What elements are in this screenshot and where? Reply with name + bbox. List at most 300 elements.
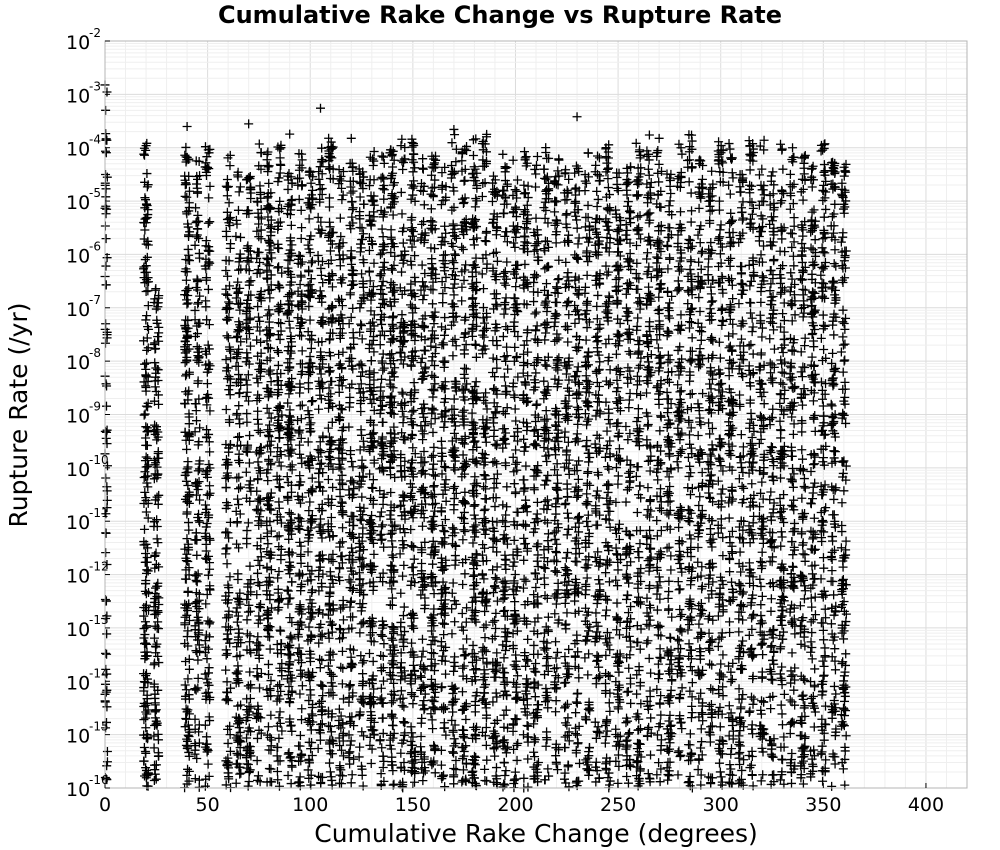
data-point xyxy=(379,639,388,648)
data-point xyxy=(275,782,284,791)
data-point xyxy=(201,721,210,730)
data-point xyxy=(263,731,272,740)
data-point xyxy=(181,192,190,201)
data-point xyxy=(245,431,254,440)
data-point xyxy=(481,424,490,433)
data-point xyxy=(245,637,254,646)
data-point xyxy=(182,300,191,309)
data-point xyxy=(275,433,284,442)
data-point xyxy=(399,702,408,711)
data-point xyxy=(140,639,149,648)
data-point xyxy=(461,715,470,724)
data-point xyxy=(471,341,480,350)
data-point xyxy=(379,350,388,359)
data-point xyxy=(191,715,200,724)
data-point xyxy=(479,675,488,684)
data-point xyxy=(440,619,449,628)
data-point xyxy=(325,218,334,227)
data-point xyxy=(410,555,419,564)
data-point xyxy=(274,361,283,370)
data-point xyxy=(469,151,478,160)
data-point xyxy=(355,303,364,312)
data-point xyxy=(142,169,151,178)
data-point xyxy=(480,607,489,616)
data-point xyxy=(314,744,323,753)
data-point xyxy=(369,657,378,666)
data-point xyxy=(266,645,275,654)
data-point xyxy=(460,176,469,185)
data-point xyxy=(318,533,327,542)
data-point xyxy=(357,493,366,502)
data-point xyxy=(304,406,313,415)
data-point xyxy=(246,607,255,616)
data-point xyxy=(481,505,490,514)
data-point xyxy=(317,292,326,301)
data-point xyxy=(183,508,192,517)
data-point xyxy=(141,617,150,626)
data-point xyxy=(101,106,110,115)
data-point xyxy=(347,457,356,466)
data-point xyxy=(286,721,295,730)
data-point xyxy=(205,565,214,574)
data-point xyxy=(470,240,479,249)
data-point xyxy=(470,571,479,580)
data-point xyxy=(336,436,345,445)
data-point xyxy=(460,440,469,449)
data-point xyxy=(235,432,244,441)
data-point xyxy=(255,317,264,326)
data-point xyxy=(396,589,405,598)
data-point xyxy=(408,232,417,241)
data-point xyxy=(500,372,509,381)
data-point xyxy=(409,624,418,633)
data-point xyxy=(337,195,346,204)
data-point xyxy=(244,370,253,379)
data-point xyxy=(142,287,151,296)
data-point xyxy=(493,257,502,266)
data-point xyxy=(439,340,448,349)
data-point xyxy=(283,586,292,595)
data-point xyxy=(398,165,407,174)
data-point xyxy=(397,310,406,319)
data-point xyxy=(357,586,366,595)
data-point xyxy=(255,140,264,149)
data-point xyxy=(369,684,378,693)
data-point xyxy=(284,587,293,596)
data-point xyxy=(492,364,501,373)
data-point xyxy=(223,305,232,314)
data-point xyxy=(182,477,191,486)
data-point xyxy=(337,712,346,721)
data-point xyxy=(440,331,449,340)
data-point xyxy=(378,713,387,722)
data-point xyxy=(234,299,243,308)
data-point xyxy=(103,496,112,505)
data-point xyxy=(347,736,356,745)
data-point xyxy=(306,316,315,325)
data-point xyxy=(428,724,437,733)
data-point xyxy=(471,437,480,446)
data-point xyxy=(460,177,469,186)
data-point xyxy=(103,439,112,448)
data-point xyxy=(428,393,437,402)
data-point xyxy=(450,662,459,671)
data-point xyxy=(355,752,364,761)
data-point xyxy=(335,165,344,174)
data-point xyxy=(265,318,274,327)
data-point xyxy=(388,266,397,275)
data-point xyxy=(150,776,159,785)
data-point xyxy=(182,276,191,285)
data-point xyxy=(365,649,374,658)
data-point xyxy=(223,183,232,192)
data-point xyxy=(185,752,194,761)
data-point xyxy=(153,624,162,633)
data-point xyxy=(308,396,317,405)
data-point xyxy=(236,769,245,778)
data-point xyxy=(318,681,327,690)
data-point xyxy=(482,438,491,447)
data-point xyxy=(223,559,232,568)
data-point xyxy=(499,332,508,341)
data-point xyxy=(458,725,467,734)
data-point xyxy=(428,326,437,335)
data-point xyxy=(490,582,499,591)
data-point xyxy=(471,194,480,203)
data-point xyxy=(253,734,262,743)
data-point xyxy=(274,713,283,722)
data-point xyxy=(345,730,354,739)
data-point xyxy=(441,250,450,259)
data-point xyxy=(498,500,507,509)
data-point xyxy=(306,352,315,361)
data-point xyxy=(490,502,499,511)
data-point xyxy=(338,348,347,357)
data-point xyxy=(152,775,161,784)
data-point xyxy=(379,195,388,204)
data-point xyxy=(101,474,110,483)
data-point xyxy=(502,343,511,352)
data-point xyxy=(295,331,304,340)
data-point xyxy=(438,652,447,661)
data-point xyxy=(205,217,214,226)
data-point xyxy=(327,670,336,679)
data-point xyxy=(141,714,150,723)
data-point xyxy=(264,670,273,679)
data-point xyxy=(448,689,457,698)
data-point xyxy=(307,486,316,495)
data-point xyxy=(243,442,252,451)
data-point xyxy=(481,236,490,245)
data-point xyxy=(407,195,416,204)
data-point xyxy=(378,327,387,336)
data-point xyxy=(257,234,266,243)
data-point xyxy=(151,706,160,715)
data-point xyxy=(185,665,194,674)
data-point xyxy=(193,656,202,665)
data-point xyxy=(490,673,499,682)
data-point xyxy=(358,456,367,465)
data-point xyxy=(295,195,304,204)
data-point xyxy=(232,473,241,482)
data-point xyxy=(193,211,202,220)
data-point xyxy=(102,136,111,145)
data-point xyxy=(379,757,388,766)
data-point xyxy=(470,500,479,509)
data-point xyxy=(314,772,323,781)
data-point xyxy=(263,150,272,159)
data-point xyxy=(286,323,295,332)
data-point xyxy=(460,650,469,659)
data-point xyxy=(500,758,509,767)
data-point xyxy=(408,609,417,618)
data-point xyxy=(329,691,338,700)
data-point xyxy=(429,443,438,452)
data-point xyxy=(399,561,408,570)
data-point xyxy=(417,652,426,661)
data-point xyxy=(183,705,192,714)
data-point xyxy=(296,550,305,559)
data-point xyxy=(221,266,230,275)
data-point xyxy=(224,333,233,342)
data-point xyxy=(448,351,457,360)
data-point xyxy=(297,234,306,243)
data-point xyxy=(183,737,192,746)
data-point xyxy=(304,241,313,250)
data-point xyxy=(418,261,427,270)
data-point xyxy=(244,396,253,405)
data-point xyxy=(501,267,510,276)
data-point xyxy=(143,553,152,562)
data-point xyxy=(102,402,111,411)
data-point xyxy=(409,227,418,236)
data-point xyxy=(418,374,427,383)
data-point xyxy=(450,617,459,626)
data-point xyxy=(407,225,416,234)
data-point xyxy=(408,699,417,708)
data-point xyxy=(264,660,273,669)
data-point xyxy=(286,651,295,660)
data-point xyxy=(192,754,201,763)
data-point xyxy=(488,697,497,706)
data-point xyxy=(389,211,398,220)
data-point xyxy=(419,647,428,656)
data-point xyxy=(184,587,193,596)
data-point xyxy=(223,272,232,281)
data-point xyxy=(304,378,313,387)
data-point xyxy=(500,310,509,319)
data-point xyxy=(316,778,325,787)
data-point xyxy=(222,405,231,414)
data-point xyxy=(334,244,343,253)
data-point xyxy=(296,401,305,410)
data-point xyxy=(449,264,458,273)
data-point xyxy=(234,401,243,410)
data-point xyxy=(438,619,447,628)
data-point xyxy=(275,458,284,467)
data-point xyxy=(308,186,317,195)
data-point xyxy=(297,181,306,190)
data-point xyxy=(232,668,241,677)
data-point xyxy=(501,766,510,775)
data-point xyxy=(411,197,420,206)
data-point xyxy=(478,192,487,201)
data-point xyxy=(255,683,264,692)
data-point xyxy=(316,446,325,455)
data-point xyxy=(234,625,243,634)
data-point xyxy=(356,247,365,256)
data-point xyxy=(335,705,344,714)
data-point xyxy=(501,357,510,366)
data-point xyxy=(357,243,366,252)
data-point xyxy=(356,240,365,249)
data-point xyxy=(378,520,387,529)
data-point xyxy=(244,608,253,617)
data-point xyxy=(339,191,348,200)
data-point xyxy=(502,706,511,715)
data-point xyxy=(295,388,304,397)
data-point xyxy=(204,219,213,228)
data-point xyxy=(416,358,425,367)
data-point xyxy=(244,173,253,182)
data-point xyxy=(325,447,334,456)
data-point xyxy=(358,669,367,678)
data-point xyxy=(263,167,272,176)
data-point xyxy=(101,192,110,201)
data-point xyxy=(408,495,417,504)
data-point xyxy=(460,662,469,671)
data-point xyxy=(316,663,325,672)
data-point xyxy=(345,319,354,328)
data-point xyxy=(472,377,481,386)
data-point xyxy=(460,276,469,285)
data-point xyxy=(141,315,150,324)
data-point xyxy=(469,641,478,650)
data-point xyxy=(297,223,306,232)
data-point xyxy=(451,756,460,765)
data-point xyxy=(201,782,210,791)
data-point xyxy=(441,325,450,334)
data-point xyxy=(102,529,111,538)
data-point xyxy=(336,232,345,241)
data-point xyxy=(429,460,438,469)
data-point xyxy=(336,214,345,223)
data-point xyxy=(316,264,325,273)
data-point xyxy=(296,582,305,591)
data-point xyxy=(338,273,347,282)
data-point xyxy=(226,151,235,160)
data-point xyxy=(295,644,304,653)
data-point xyxy=(428,560,437,569)
data-point xyxy=(481,388,490,397)
data-point xyxy=(377,684,386,693)
data-point xyxy=(503,403,512,412)
data-point xyxy=(182,534,191,543)
data-point xyxy=(492,692,501,701)
data-point xyxy=(317,656,326,665)
data-point xyxy=(102,280,111,289)
data-point xyxy=(242,539,251,548)
data-point xyxy=(419,165,428,174)
data-point xyxy=(204,571,213,580)
data-point xyxy=(427,419,436,428)
data-point xyxy=(339,596,348,605)
data-point xyxy=(513,458,522,467)
data-point xyxy=(222,232,231,241)
data-point xyxy=(224,634,233,643)
data-point xyxy=(245,458,254,467)
data-point xyxy=(234,611,243,620)
data-point xyxy=(287,779,296,788)
data-point xyxy=(428,715,437,724)
data-point xyxy=(429,313,438,322)
data-point xyxy=(327,303,336,312)
data-point xyxy=(286,594,295,603)
data-point xyxy=(152,305,161,314)
data-point xyxy=(490,372,499,381)
data-point xyxy=(103,757,112,766)
data-point xyxy=(338,508,347,517)
data-point xyxy=(357,562,366,571)
data-point xyxy=(450,482,459,491)
data-point xyxy=(409,543,418,552)
data-point xyxy=(233,278,242,287)
data-point xyxy=(358,223,367,232)
data-point xyxy=(305,280,314,289)
data-point xyxy=(254,612,263,621)
data-point xyxy=(427,204,436,213)
data-point xyxy=(358,464,367,473)
data-point xyxy=(273,346,282,355)
data-point xyxy=(471,340,480,349)
data-point xyxy=(429,537,438,546)
data-point xyxy=(499,607,508,616)
data-point xyxy=(338,523,347,532)
data-point xyxy=(253,396,262,405)
data-point xyxy=(221,290,230,299)
data-point xyxy=(470,532,479,541)
data-point xyxy=(451,561,460,570)
data-point xyxy=(235,589,244,598)
data-point xyxy=(203,379,212,388)
data-point xyxy=(336,552,345,561)
data-point xyxy=(204,760,213,769)
data-point xyxy=(335,763,344,772)
data-point xyxy=(420,200,429,209)
data-point xyxy=(336,464,345,473)
data-point xyxy=(420,346,429,355)
data-point xyxy=(468,386,477,395)
data-point xyxy=(316,520,325,529)
data-point xyxy=(357,619,366,628)
data-point xyxy=(482,756,491,765)
data-point xyxy=(263,404,272,413)
data-point xyxy=(387,349,396,358)
data-point xyxy=(226,390,235,399)
data-point xyxy=(347,313,356,322)
data-point xyxy=(316,460,325,469)
data-point xyxy=(409,563,418,572)
data-point xyxy=(480,646,489,655)
data-point xyxy=(458,580,467,589)
data-point xyxy=(378,577,387,586)
data-point xyxy=(440,527,449,536)
data-point xyxy=(101,129,110,138)
data-point xyxy=(457,243,466,252)
data-point xyxy=(347,712,356,721)
data-point xyxy=(407,361,416,370)
data-point xyxy=(348,163,357,172)
